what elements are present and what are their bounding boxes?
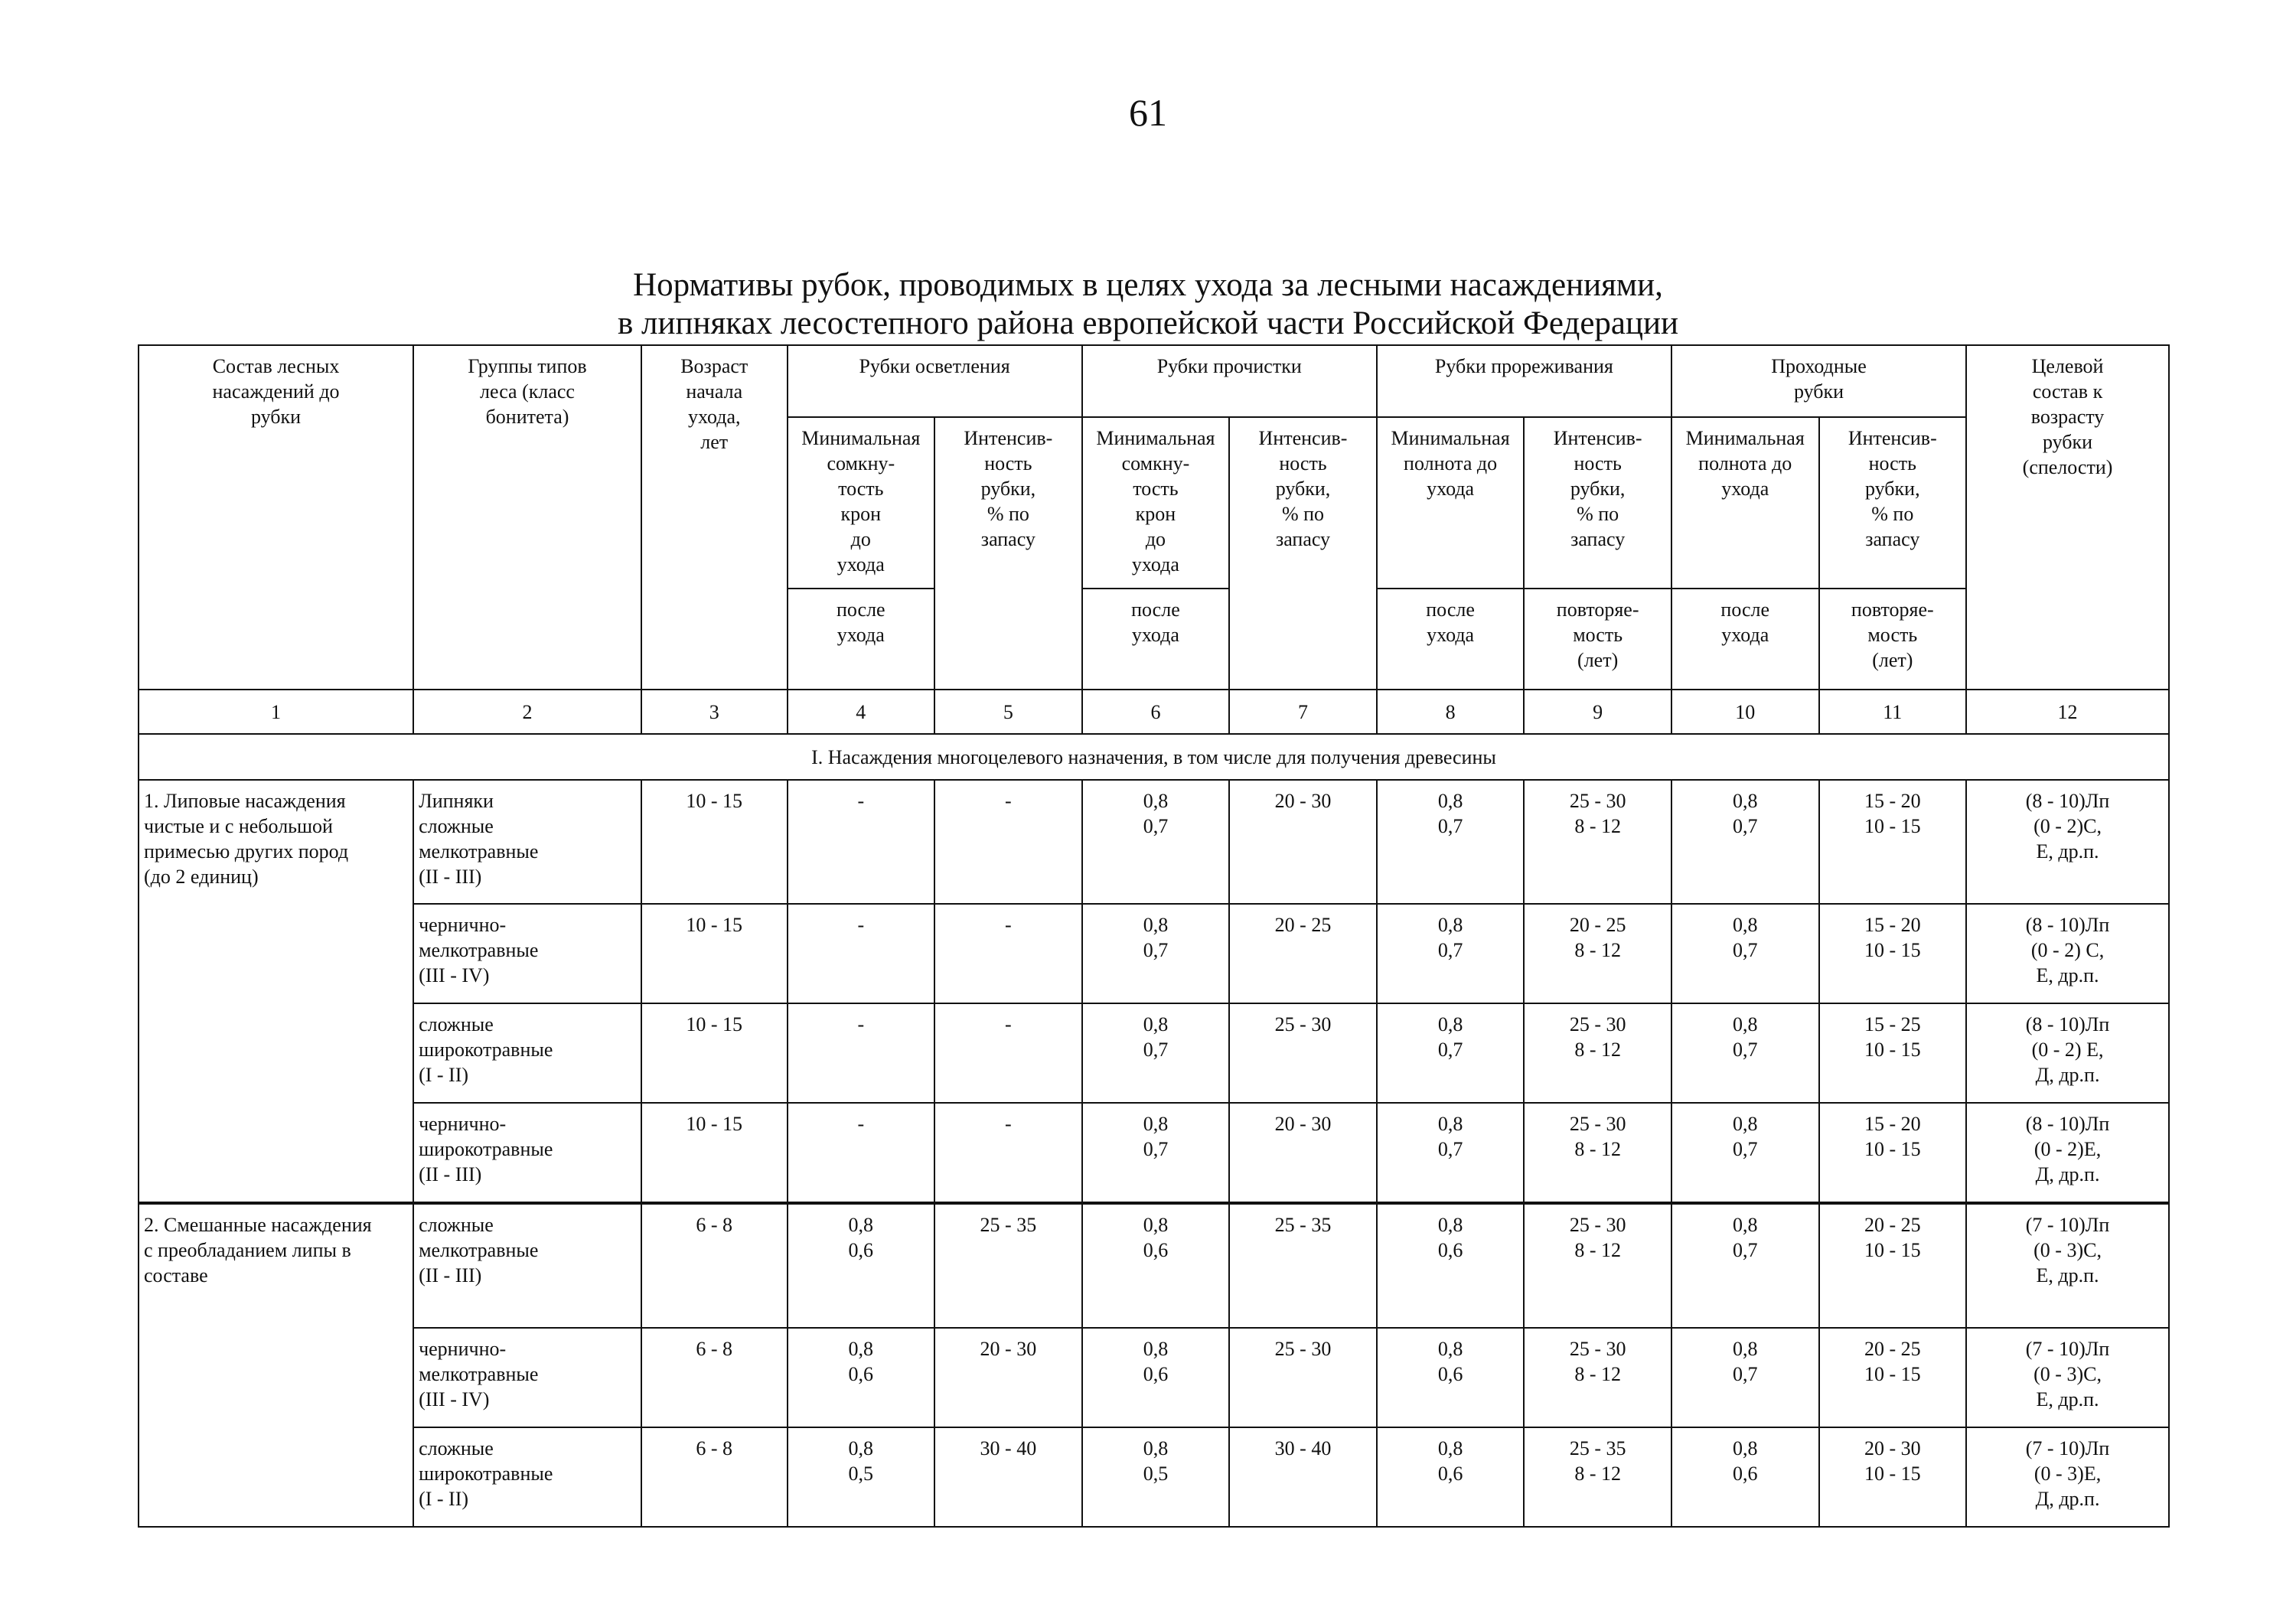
start-age-cell: 10 - 15 bbox=[641, 780, 788, 904]
min-density-prochistka-cell: 0,8 0,7 bbox=[1082, 904, 1230, 1003]
start-age-cell: 6 - 8 bbox=[641, 1328, 788, 1427]
intensity-osvetlenie-cell: - bbox=[934, 780, 1082, 904]
header-min-density-osvetlenie: Минимальная сомкну- тость крон до ухода bbox=[788, 417, 935, 589]
intensity-prochistka-cell: 20 - 30 bbox=[1229, 1103, 1377, 1203]
min-fullness-prokhodnye-cell: 0,8 0,7 bbox=[1671, 1203, 1819, 1328]
intensity-prorezhivanie-cell: 25 - 30 8 - 12 bbox=[1524, 1103, 1671, 1203]
min-density-osvetlenie-cell: - bbox=[788, 1003, 935, 1103]
target-composition-cell: (8 - 10)Лп (0 - 2) Е, Д, др.п. bbox=[1966, 1003, 2169, 1103]
header-after-care-prorezhivanie: после ухода bbox=[1377, 589, 1525, 690]
table-row bbox=[139, 1427, 2169, 1527]
min-fullness-prokhodnye-cell: 0,8 0,7 bbox=[1671, 780, 1819, 904]
min-fullness-prokhodnye-cell: 0,8 0,7 bbox=[1671, 904, 1819, 1003]
header-osvetlenie: Рубки осветления bbox=[788, 345, 1082, 417]
min-density-osvetlenie-cell: 0,8 0,6 bbox=[788, 1328, 935, 1427]
forest-type-cell: сложные широкотравные (I - II) bbox=[413, 1427, 641, 1527]
title-line-2: в липняках лесостепного района европейской части Российской Федерации bbox=[617, 305, 1679, 341]
target-composition-cell: (8 - 10)Лп (0 - 2)С, Е, др.п. bbox=[1966, 780, 2169, 904]
header-target-composition: Целевой состав к возрасту рубки (спелости) bbox=[1966, 345, 2169, 690]
min-fullness-prorezhivanie-cell: 0,8 0,7 bbox=[1377, 904, 1525, 1003]
header-after-care-prochistka: после ухода bbox=[1082, 589, 1230, 690]
min-fullness-prorezhivanie-cell: 0,8 0,6 bbox=[1377, 1203, 1525, 1328]
document-title bbox=[0, 266, 2296, 343]
intensity-prokhodnye-cell: 20 - 25 10 - 15 bbox=[1819, 1203, 1967, 1328]
header-min-density-prochistka: Минимальная сомкну- тость крон до ухода bbox=[1082, 417, 1230, 589]
intensity-prochistka-cell: 25 - 30 bbox=[1229, 1003, 1377, 1103]
header-repeatability-prorezhivanie: повторяе- мость (лет) bbox=[1524, 589, 1671, 690]
column-number: 11 bbox=[1819, 690, 1967, 734]
column-number: 7 bbox=[1229, 690, 1377, 734]
intensity-prorezhivanie-cell: 25 - 30 8 - 12 bbox=[1524, 780, 1671, 904]
section-row bbox=[139, 734, 2169, 780]
forest-type-cell: чернично- широкотравные (II - III) bbox=[413, 1103, 641, 1203]
intensity-prorezhivanie-cell: 25 - 30 8 - 12 bbox=[1524, 1203, 1671, 1328]
intensity-osvetlenie-cell: - bbox=[934, 1003, 1082, 1103]
min-fullness-prokhodnye-cell: 0,8 0,7 bbox=[1671, 1103, 1819, 1203]
min-fullness-prorezhivanie-cell: 0,8 0,7 bbox=[1377, 1003, 1525, 1103]
target-composition-cell: (8 - 10)Лп (0 - 2) С, Е, др.п. bbox=[1966, 904, 2169, 1003]
page-number: 61 bbox=[1129, 91, 1167, 134]
header-prochistka: Рубки прочистки bbox=[1082, 345, 1377, 417]
intensity-prochistka-cell: 20 - 30 bbox=[1229, 780, 1377, 904]
intensity-prokhodnye-cell: 15 - 20 10 - 15 bbox=[1819, 1103, 1967, 1203]
intensity-prochistka-cell: 25 - 35 bbox=[1229, 1203, 1377, 1328]
min-density-prochistka-cell: 0,8 0,7 bbox=[1082, 780, 1230, 904]
table-row bbox=[139, 904, 2169, 1003]
intensity-prokhodnye-cell: 20 - 30 10 - 15 bbox=[1819, 1427, 1967, 1527]
intensity-prorezhivanie-cell: 25 - 30 8 - 12 bbox=[1524, 1328, 1671, 1427]
header-intensity-prorezhivanie: Интенсив- ность рубки, % по запасу bbox=[1524, 417, 1671, 589]
header-prokhodnye: Проходные рубки bbox=[1671, 345, 1966, 417]
column-number: 8 bbox=[1377, 690, 1525, 734]
header-row-1 bbox=[139, 345, 2169, 417]
intensity-osvetlenie-cell: - bbox=[934, 904, 1082, 1003]
intensity-osvetlenie-cell: 20 - 30 bbox=[934, 1328, 1082, 1427]
start-age-cell: 6 - 8 bbox=[641, 1427, 788, 1527]
min-density-prochistka-cell: 0,8 0,7 bbox=[1082, 1003, 1230, 1103]
intensity-osvetlenie-cell: 25 - 35 bbox=[934, 1203, 1082, 1328]
column-number: 10 bbox=[1671, 690, 1819, 734]
column-number: 3 bbox=[641, 690, 788, 734]
column-number: 4 bbox=[788, 690, 935, 734]
header-composition: Состав лесных насаждений до рубки bbox=[139, 345, 413, 690]
min-fullness-prorezhivanie-cell: 0,8 0,7 bbox=[1377, 1103, 1525, 1203]
column-number-row bbox=[139, 690, 2169, 734]
table-row bbox=[139, 780, 2169, 904]
section-title: I. Насаждения многоцелевого назначения, в том числе для получения древесины bbox=[139, 734, 2169, 780]
min-density-prochistka-cell: 0,8 0,7 bbox=[1082, 1103, 1230, 1203]
intensity-prorezhivanie-cell: 25 - 30 8 - 12 bbox=[1524, 1003, 1671, 1103]
min-density-osvetlenie-cell: 0,8 0,6 bbox=[788, 1203, 935, 1328]
min-fullness-prokhodnye-cell: 0,8 0,6 bbox=[1671, 1427, 1819, 1527]
header-after-care-prokhodnye: после ухода bbox=[1671, 589, 1819, 690]
table-row bbox=[139, 1203, 2169, 1328]
title-line-1: Нормативы рубок, проводимых в целях ухода за лесными насаждениями, bbox=[633, 267, 1663, 303]
target-composition-cell: (7 - 10)Лп (0 - 3)Е, Д, др.п. bbox=[1966, 1427, 2169, 1527]
intensity-prorezhivanie-cell: 20 - 25 8 - 12 bbox=[1524, 904, 1671, 1003]
forest-type-cell: сложные широкотравные (I - II) bbox=[413, 1003, 641, 1103]
header-intensity-osvetlenie: Интенсив- ность рубки, % по запасу bbox=[934, 417, 1082, 690]
forest-type-cell: чернично- мелкотравные (III - IV) bbox=[413, 904, 641, 1003]
header-after-care-osvetlenie: после ухода bbox=[788, 589, 935, 690]
intensity-prokhodnye-cell: 20 - 25 10 - 15 bbox=[1819, 1328, 1967, 1427]
header-start-age: Возраст начала ухода, лет bbox=[641, 345, 788, 690]
target-composition-cell: (8 - 10)Лп (0 - 2)Е, Д, др.п. bbox=[1966, 1103, 2169, 1203]
start-age-cell: 10 - 15 bbox=[641, 904, 788, 1003]
header-min-fullness-prorezhivanie: Минимальная полнота до ухода bbox=[1377, 417, 1525, 589]
column-number: 2 bbox=[413, 690, 641, 734]
intensity-prokhodnye-cell: 15 - 20 10 - 15 bbox=[1819, 780, 1967, 904]
column-number: 9 bbox=[1524, 690, 1671, 734]
intensity-prorezhivanie-cell: 25 - 35 8 - 12 bbox=[1524, 1427, 1671, 1527]
start-age-cell: 10 - 15 bbox=[641, 1103, 788, 1203]
min-density-prochistka-cell: 0,8 0,6 bbox=[1082, 1328, 1230, 1427]
intensity-prochistka-cell: 20 - 25 bbox=[1229, 904, 1377, 1003]
forest-type-cell: Липняки сложные мелкотравные (II - III) bbox=[413, 780, 641, 904]
header-intensity-prochistka: Интенсив- ность рубки, % по запасу bbox=[1229, 417, 1377, 690]
column-number: 5 bbox=[934, 690, 1082, 734]
header-prorezhivanie: Рубки прореживания bbox=[1377, 345, 1671, 417]
table-row bbox=[139, 1328, 2169, 1427]
start-age-cell: 10 - 15 bbox=[641, 1003, 788, 1103]
forest-type-cell: чернично- мелкотравные (III - IV) bbox=[413, 1328, 641, 1427]
forest-type-cell: сложные мелкотравные (II - III) bbox=[413, 1203, 641, 1328]
min-density-osvetlenie-cell: - bbox=[788, 780, 935, 904]
column-number: 1 bbox=[139, 690, 413, 734]
min-density-osvetlenie-cell: - bbox=[788, 904, 935, 1003]
table-row bbox=[139, 1003, 2169, 1103]
min-fullness-prorezhivanie-cell: 0,8 0,7 bbox=[1377, 780, 1525, 904]
intensity-osvetlenie-cell: 30 - 40 bbox=[934, 1427, 1082, 1527]
target-composition-cell: (7 - 10)Лп (0 - 3)С, Е, др.п. bbox=[1966, 1203, 2169, 1328]
composition-cell: 2. Смешанные насаждения с преобладанием липы в составе bbox=[139, 1203, 413, 1527]
target-composition-cell: (7 - 10)Лп (0 - 3)С, Е, др.п. bbox=[1966, 1328, 2169, 1427]
min-fullness-prokhodnye-cell: 0,8 0,7 bbox=[1671, 1003, 1819, 1103]
column-number: 6 bbox=[1082, 690, 1230, 734]
min-density-osvetlenie-cell: - bbox=[788, 1103, 935, 1203]
min-fullness-prokhodnye-cell: 0,8 0,7 bbox=[1671, 1328, 1819, 1427]
intensity-osvetlenie-cell: - bbox=[934, 1103, 1082, 1203]
start-age-cell: 6 - 8 bbox=[641, 1203, 788, 1328]
header-min-fullness-prokhodnye: Минимальная полнота до ухода bbox=[1671, 417, 1819, 589]
min-fullness-prorezhivanie-cell: 0,8 0,6 bbox=[1377, 1427, 1525, 1527]
intensity-prochistka-cell: 30 - 40 bbox=[1229, 1427, 1377, 1527]
table-row bbox=[139, 1103, 2169, 1203]
intensity-prokhodnye-cell: 15 - 25 10 - 15 bbox=[1819, 1003, 1967, 1103]
min-density-prochistka-cell: 0,8 0,5 bbox=[1082, 1427, 1230, 1527]
header-forest-type-groups: Группы типов леса (класс бонитета) bbox=[413, 345, 641, 690]
min-density-prochistka-cell: 0,8 0,6 bbox=[1082, 1203, 1230, 1328]
header-intensity-prokhodnye: Интенсив- ность рубки, % по запасу bbox=[1819, 417, 1967, 589]
intensity-prochistka-cell: 25 - 30 bbox=[1229, 1328, 1377, 1427]
norms-table bbox=[138, 344, 2170, 1528]
min-fullness-prorezhivanie-cell: 0,8 0,6 bbox=[1377, 1328, 1525, 1427]
composition-cell: 1. Липовые насаждения чистые и с небольшой примесью других пород (до 2 единиц) bbox=[139, 780, 413, 1203]
header-repeatability-prokhodnye: повторяе- мость (лет) bbox=[1819, 589, 1967, 690]
column-number: 12 bbox=[1966, 690, 2169, 734]
intensity-prokhodnye-cell: 15 - 20 10 - 15 bbox=[1819, 904, 1967, 1003]
min-density-osvetlenie-cell: 0,8 0,5 bbox=[788, 1427, 935, 1527]
